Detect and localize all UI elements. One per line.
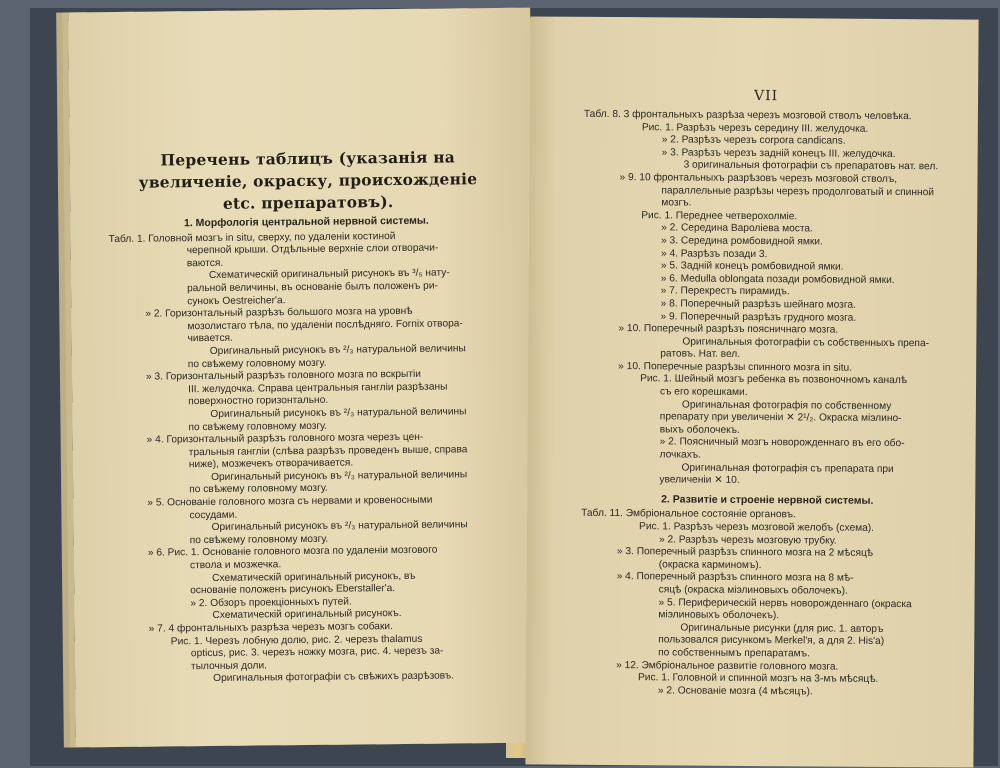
- text-line: Рис. 1. Головной и спинной мозгъ на 3-мъ мѣсяцѣ.: [637, 672, 879, 686]
- text-line: » 12. Эмбріональное развитіе головного мозга.: [616, 659, 839, 673]
- text-line: » 10. Поперечные разрѣзы спинного мозга in situ.: [618, 360, 853, 374]
- text-line: поверхностно горизонтально.: [188, 395, 329, 408]
- text-line: выхъ оболочекъ.: [659, 424, 740, 436]
- text-line: » 10. Поперечный разрѣзъ поясничнаго мозга.: [618, 323, 839, 336]
- section-heading-morphology: 1. Морфологія центральной нервной системы.: [183, 214, 429, 230]
- text-line: » 8. Поперечный разрѣзъ шейнаго мозга.: [660, 298, 856, 311]
- text-line: » 9. 10 фронтальныхъ разрѣзовъ черезъ мозговой стволъ,: [619, 172, 898, 185]
- text-line: по свѣжему головному мозгу.: [188, 420, 328, 433]
- text-line: Оригинальные рисунки (для рис. 1. авторъ: [680, 622, 884, 635]
- text-line: » 4. Разрѣзъ позади 3.: [660, 247, 768, 260]
- left-table-list: [108, 214, 509, 687]
- text-line: » 3. Середина ромбовидной ямки.: [661, 235, 823, 248]
- text-line: » 7. Перекрестъ пирамидъ.: [660, 285, 790, 298]
- text-line: Оригинальный рисунокъ въ ²/₃ натуральной величины: [211, 519, 468, 534]
- right-table-list: [580, 109, 956, 700]
- text-line: Оригинальная фотографія съ препарата при: [681, 462, 894, 475]
- page-number: VII: [754, 88, 779, 105]
- right-list-part1: [581, 109, 956, 489]
- text-line: » 3. Разрѣзъ черезъ задній конецъ III. желудочка.: [661, 147, 896, 160]
- text-line: » 2. Обзоръ проекціонныхъ путей.: [190, 596, 352, 610]
- text-line: ствола и мозжечка.: [189, 559, 282, 572]
- text-line: ратовъ. Нат. вел.: [660, 348, 741, 361]
- text-line: Оригинальныя фотографіи съ свѣжихъ разрѣзовъ.: [213, 670, 455, 685]
- text-line: сунокъ Oestreicher'a.: [187, 294, 286, 307]
- right-list-part2: [580, 508, 953, 699]
- text-line: » 2. Основаніе мозга (4 мѣсяцъ).: [657, 685, 813, 698]
- text-line: Табл. 1. Головной мозгъ in situ, сверху, по удаленіи костиной: [108, 230, 396, 245]
- text-line: » 5. Основаніе головного мозга съ нервами и кровеносными: [147, 494, 433, 509]
- text-line: » 2. Горизонтальный разрѣзъ большого мозга на уровнѣ: [145, 306, 413, 320]
- text-line: » 6. Medulla oblongata позади ромбовидной ямки.: [660, 273, 895, 286]
- text-line: » 7. 4 фронтальныхъ разрѣза черезъ мозгъ собаки.: [148, 621, 393, 635]
- text-line: 3 оригинальныя фотографіи съ препаратовъ нат. вел.: [683, 159, 939, 173]
- text-line: ниже), мозжечекъ отворачивается.: [188, 457, 354, 471]
- text-line: » 3. Поперечный разрѣзъ спинного мозга на 2 мѣсяцѣ: [616, 546, 874, 560]
- text-line: opticus, рис. 3. черезъ ножку мозга, рис. 4. черезъ за-: [190, 645, 444, 660]
- text-line: Схематическій оригинальный рисунокъ, въ: [212, 570, 416, 584]
- text-line: мозгъ.: [661, 197, 692, 209]
- section-heading-development: 2. Развитіе и строеніе нервной системы.: [661, 493, 874, 507]
- text-line: Схематическій оригинальный рисунокъ.: [212, 608, 402, 622]
- text-line: по свѣжему головному мозгу.: [189, 483, 328, 496]
- text-line: » 2. Разрѣзъ черезъ corpora candicans.: [661, 134, 846, 147]
- text-line: по свѣжему головному мозгу.: [187, 357, 327, 370]
- text-line: Рис. 1. Переднее четверохолміе.: [641, 209, 798, 223]
- text-line: » 4. Поперечный разрѣзъ спинного мозга на 8 мѣ-: [616, 571, 854, 585]
- text-line: сосудами.: [189, 509, 238, 521]
- text-line: » 2. Поясничный мозгъ новорожденнаго въ его обо-: [659, 436, 905, 450]
- text-line: Схематическій оригинальный рисунокъ въ ³/₅ нату-: [208, 267, 450, 282]
- text-line: основаніе положенъ рисунокъ Eberstaller'a.: [190, 583, 396, 597]
- text-line: » 5. Периферическій нервъ новорожденнаго (окраска: [658, 596, 912, 610]
- text-line: » 9. Поперечный разрѣзъ грудного мозга.: [660, 310, 857, 324]
- text-line: Рис. 1. Черезъ лобную долю, рис. 2. черезъ thalamus: [170, 633, 423, 647]
- left-page: [68, 8, 538, 748]
- text-line: » 3. Горизонтальный разрѣзъ головного мозга по вскрытіи: [145, 368, 421, 383]
- text-line: Рис. 1. Разрѣзъ черезъ середину III. желудочка.: [641, 121, 869, 135]
- text-line: по собственнымъ препаратамъ.: [658, 647, 810, 660]
- text-line: тылочныя доли.: [190, 660, 268, 672]
- text-line: параллельные разрѣзы черезъ продолговатый и спинной: [661, 184, 935, 198]
- text-line: Табл. 11. Эмбріональное состояніе органовъ.: [581, 508, 796, 521]
- text-line: Оригинальный рисунокъ въ ²/₃ натуральной величины: [210, 469, 468, 483]
- text-line: мозолистаго тѣла, по удаленіи послѣдняго. Fornix отвора-: [187, 318, 463, 332]
- text-line: » 5. Задній конецъ ромбовидной ямки.: [660, 260, 844, 273]
- text-line: препарату при увеличеніи ✕ 2¹/₂. Окраска міэлино-: [659, 411, 902, 425]
- text-line: Оригинальныя фотографіи съ собственныхъ препа-: [682, 336, 930, 349]
- text-line: по свѣжему головному мозгу.: [189, 533, 329, 547]
- text-line: III. желудочка. Справа центральныя гангліи разрѣзаны: [188, 381, 448, 395]
- text-line: лочкахъ.: [659, 449, 702, 461]
- right-page: [525, 16, 978, 767]
- text-line: Оригинальный рисунокъ въ ²/₃ натуральной величины: [209, 343, 466, 357]
- text-line: (окраска карминомъ).: [658, 559, 762, 571]
- text-line: увеличеніи ✕ 10.: [659, 474, 740, 487]
- text-line: Табл. 8. 3 фронтальныхъ разрѣза черезъ мозговой стволъ человѣка.: [583, 108, 912, 123]
- text-line: міэлиновыхъ оболочекъ).: [658, 609, 780, 622]
- text-line: Оригинальная фотографія по собственному: [681, 399, 892, 412]
- text-line: ральной величины, въ основаніе былъ положенъ ри-: [187, 280, 438, 295]
- text-line: ваются.: [186, 257, 224, 269]
- text-line: чивается.: [187, 333, 233, 345]
- text-line: » 4. Горизонтальный разрѣзъ головного мозга черезъ цен-: [146, 431, 424, 446]
- text-line: » 2. Разрѣзъ черезъ мозговую трубку.: [658, 533, 837, 547]
- open-book: [30, 8, 998, 766]
- text-line: съ его корешками.: [659, 386, 748, 399]
- text-line: тральныя гангліи (слѣва разрѣзъ проведенъ выше, справа: [188, 443, 468, 458]
- text-line: Рис. 1. Разрѣзъ черезъ мозговой желобъ (схема).: [639, 521, 875, 534]
- page-title: Перечень таблицъ (указанія на увеличеніе, окраску, происхожденіе etc. препаратовъ).: [138, 147, 478, 213]
- text-line: черепной крыши. Отдѣльные верхніе слои отворачи-: [186, 242, 439, 257]
- text-line: Рис. 1. Шейный мозгъ ребенка въ позвоночномъ каналѣ: [640, 373, 908, 387]
- text-line: пользовался рисункомъ Merkel'я, а для 2. His'а): [658, 634, 885, 648]
- text-line: сяцѣ (окраска міэлиновыхъ оболочекъ).: [658, 584, 848, 597]
- text-line: Оригинальный рисунокъ въ ²/₃ натуральной величины: [210, 406, 467, 420]
- text-line: » 6. Рис. 1. Основаніе головного мозга по удаленіи мозгового: [147, 545, 438, 560]
- text-line: » 2. Середина Вароліева моста.: [661, 222, 813, 235]
